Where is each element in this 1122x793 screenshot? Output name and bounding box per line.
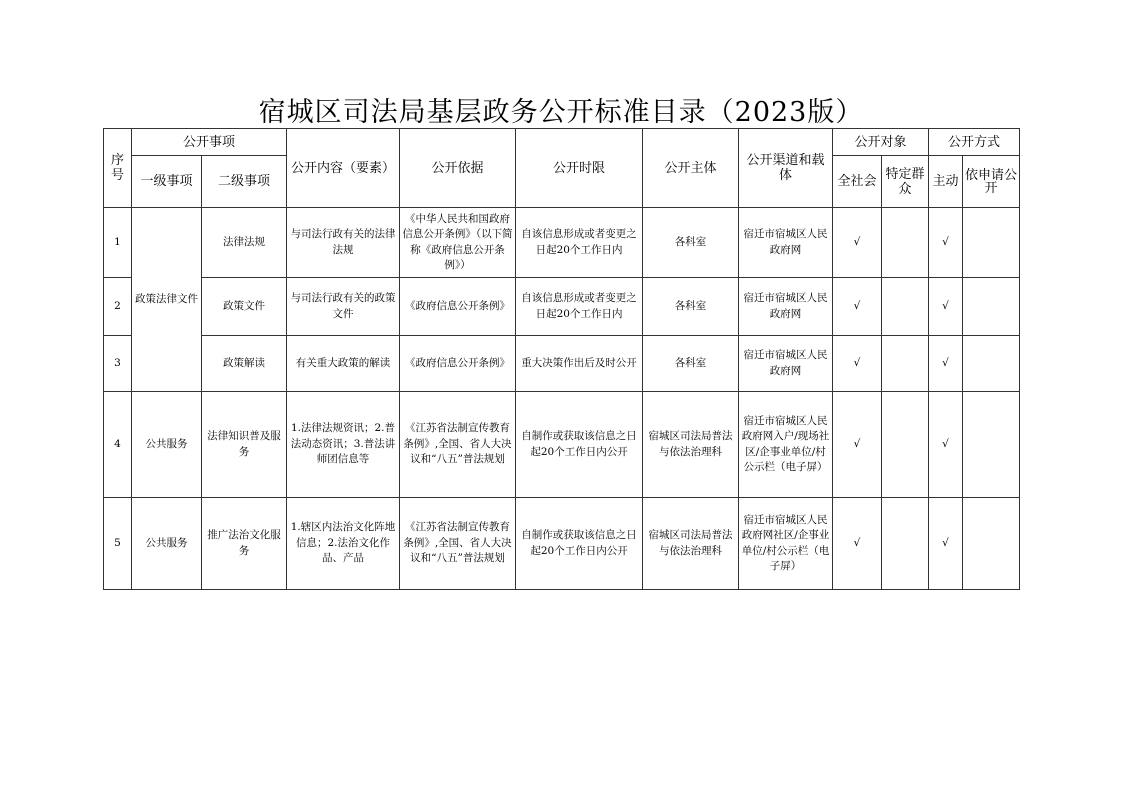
row-level1: 政策法律文件 (132, 208, 202, 392)
row-level1: 公共服务 (132, 392, 202, 498)
header-time-limit: 公开时限 (516, 129, 643, 208)
row-method-apply-mark (963, 498, 1020, 590)
row-content: 1.法律法规资讯；2.普法动态资讯；3.普法讲师团信息等 (287, 392, 400, 498)
row-method-apply-mark (963, 336, 1020, 392)
row-channel: 宿迁市宿城区人民政府网 (739, 278, 833, 336)
row-subject: 宿城区司法局普法与依法治理科 (643, 498, 739, 590)
header-method-active: 主动 (929, 156, 963, 208)
row-method-active-mark: √ (929, 392, 963, 498)
row-seq: 5 (104, 498, 132, 590)
row-audience-specific-mark (882, 392, 929, 498)
row-audience-specific-mark (882, 208, 929, 278)
table-row (104, 336, 1020, 392)
row-channel: 宿迁市宿城区人民政府网 (739, 208, 833, 278)
row-basis: 《中华人民共和国政府信息公开条例》（以下简称《政府信息公开条例》） (400, 208, 516, 278)
row-time-limit: 自制作或获取该信息之日起20个工作日内公开 (516, 392, 643, 498)
row-method-active-mark: √ (929, 208, 963, 278)
row-subject: 各科室 (643, 278, 739, 336)
row-method-apply-mark (963, 208, 1020, 278)
header-audience-group: 公开对象 (833, 129, 929, 156)
row-level2: 政策文件 (202, 278, 287, 336)
row-level1: 公共服务 (132, 498, 202, 590)
row-basis: 《政府信息公开条例》 (400, 336, 516, 392)
row-content: 与司法行政有关的政策文件 (287, 278, 400, 336)
row-level2: 推广法治文化服务 (202, 498, 287, 590)
header-matter-group: 公开事项 (132, 129, 287, 156)
row-audience-all-mark: √ (833, 498, 882, 590)
row-seq: 3 (104, 336, 132, 392)
row-audience-specific-mark (882, 278, 929, 336)
row-basis: 《江苏省法制宣传教育条例》,全国、省人大决议和“八五”普法规划 (400, 498, 516, 590)
header-audience-all: 全社会 (833, 156, 882, 208)
header-level2: 二级事项 (202, 156, 287, 208)
header-subject: 公开主体 (643, 129, 739, 208)
row-channel: 宿迁市宿城区人民政府网入户/现场社区/企事业单位/村公示栏（电子屏） (739, 392, 833, 498)
row-channel: 宿迁市宿城区人民政府网 (739, 336, 833, 392)
row-time-limit: 自该信息形成或者变更之日起20个工作日内 (516, 208, 643, 278)
row-seq: 1 (104, 208, 132, 278)
row-content: 与司法行政有关的法律法规 (287, 208, 400, 278)
row-audience-all-mark: √ (833, 392, 882, 498)
table-row (104, 208, 1020, 278)
row-level2: 法律知识普及服务 (202, 392, 287, 498)
row-content: 有关重大政策的解读 (287, 336, 400, 392)
header-method-group: 公开方式 (929, 129, 1020, 156)
header-level1: 一级事项 (132, 156, 202, 208)
row-subject: 宿城区司法局普法与依法治理科 (643, 392, 739, 498)
page-title: 宿城区司法局基层政务公开标准目录（2023版） (258, 97, 864, 128)
row-level2: 法律法规 (202, 208, 287, 278)
table-row (104, 392, 1020, 498)
table-row (104, 278, 1020, 336)
row-audience-all-mark: √ (833, 336, 882, 392)
row-seq: 2 (104, 278, 132, 336)
row-audience-all-mark: √ (833, 208, 882, 278)
row-method-active-mark: √ (929, 278, 963, 336)
row-method-apply-mark (963, 278, 1020, 336)
row-method-active-mark: √ (929, 498, 963, 590)
header-channel: 公开渠道和载体 (739, 129, 833, 208)
header-audience-specific: 特定群众 (882, 156, 929, 208)
row-basis: 《江苏省法制宣传教育条例》,全国、省人大决议和“八五”普法规划 (400, 392, 516, 498)
header-method-apply: 依申请公开 (963, 156, 1020, 208)
row-time-limit: 自制作或获取该信息之日起20个工作日内公开 (516, 498, 643, 590)
row-seq: 4 (104, 392, 132, 498)
row-subject: 各科室 (643, 336, 739, 392)
row-method-active-mark: √ (929, 336, 963, 392)
row-subject: 各科室 (643, 208, 739, 278)
row-audience-specific-mark (882, 498, 929, 590)
row-method-apply-mark (963, 392, 1020, 498)
row-time-limit: 自该信息形成或者变更之日起20个工作日内 (516, 278, 643, 336)
row-audience-specific-mark (882, 336, 929, 392)
header-content: 公开内容（要素） (287, 129, 400, 208)
row-channel: 宿迁市宿城区人民政府网社区/企事业单位/村公示栏（电子屏） (739, 498, 833, 590)
catalog-table (103, 128, 1020, 590)
row-audience-all-mark: √ (833, 278, 882, 336)
row-basis: 《政府信息公开条例》 (400, 278, 516, 336)
row-level2: 政策解读 (202, 336, 287, 392)
header-basis: 公开依据 (400, 129, 516, 208)
row-content: 1.辖区内法治文化阵地信息；2.法治文化作品、产品 (287, 498, 400, 590)
header-seq: 序号 (104, 129, 132, 208)
row-time-limit: 重大决策作出后及时公开 (516, 336, 643, 392)
table-row (104, 498, 1020, 590)
